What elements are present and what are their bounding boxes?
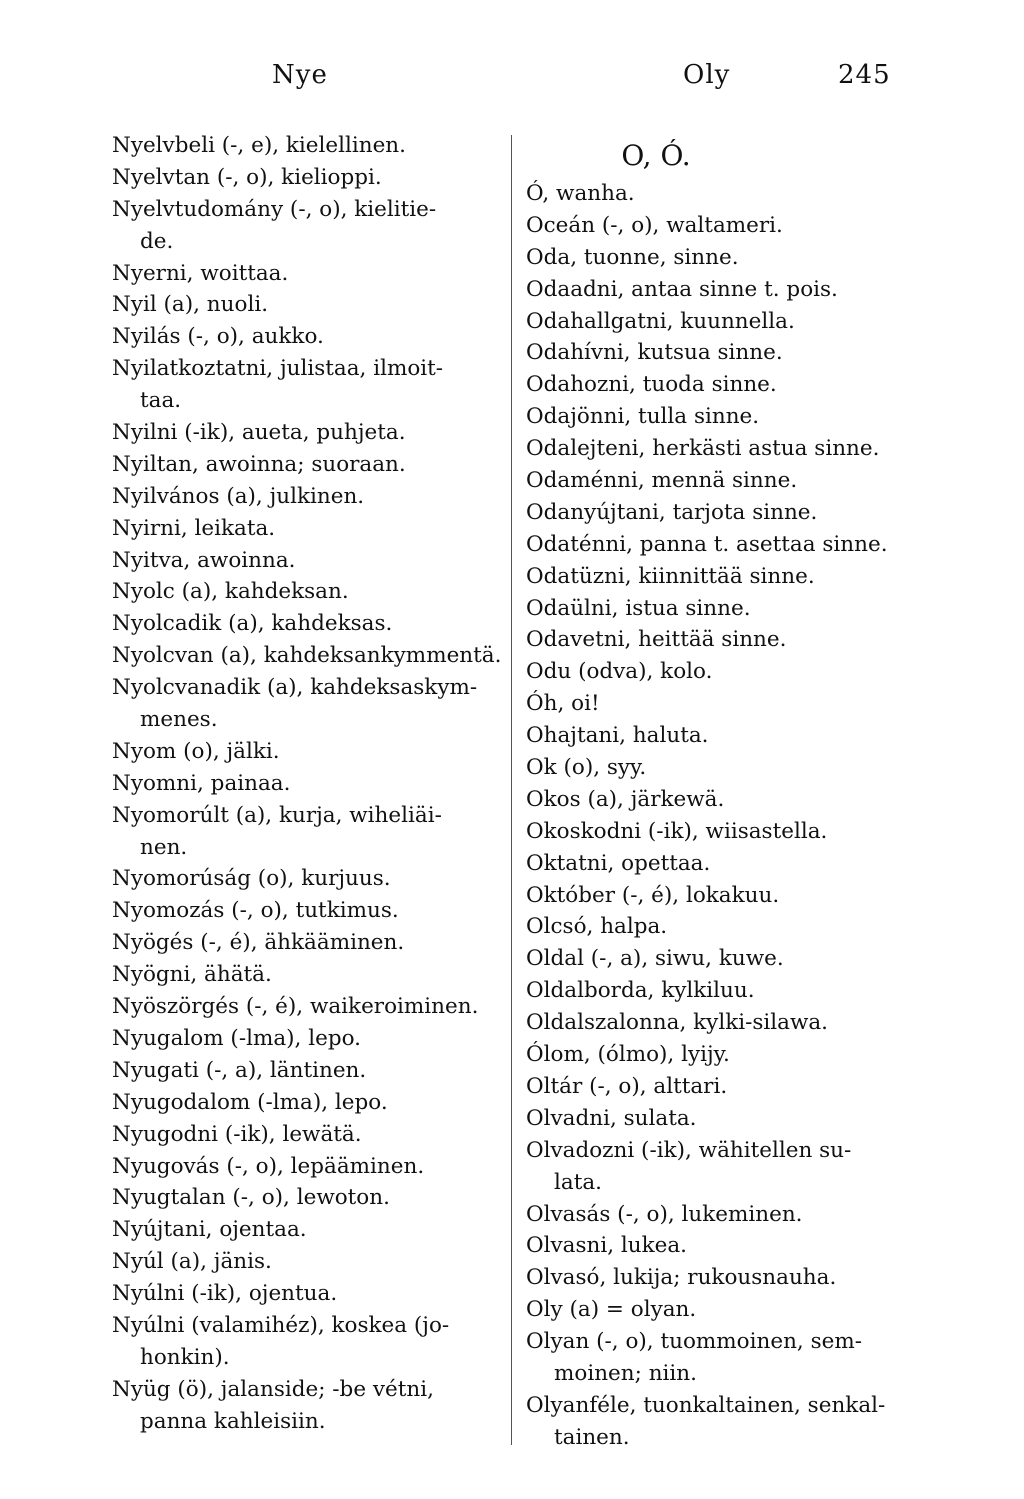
dictionary-entry: Nyújtani, ojentaa. — [112, 1217, 307, 1243]
entry-continuation: tainen. — [554, 1424, 630, 1450]
dictionary-entry: Ólom, (ólmo), lyijy. — [526, 1042, 730, 1068]
dictionary-entry: Oldalszalonna, kylki-silawa. — [526, 1010, 829, 1036]
dictionary-entry: Október (-, é), lokakuu. — [526, 882, 780, 908]
page-number: 245 — [838, 60, 891, 90]
dictionary-entry: Odahívni, kutsua sinne. — [526, 340, 783, 366]
dictionary-entry: Óh, oi! — [526, 691, 600, 717]
dictionary-entry: Olvasás (-, o), lukeminen. — [526, 1201, 803, 1227]
dictionary-entry: Nyilvános (a), julkinen. — [112, 483, 365, 509]
dictionary-entry: Nyilatkoztatni, julistaa, ilmoit- — [112, 356, 444, 382]
dictionary-entry: Nyilni (-ik), aueta, puhjeta. — [112, 420, 406, 446]
section-heading: O, Ó. — [621, 139, 691, 172]
dictionary-entry: Odalejteni, herkästi astua sinne. — [526, 436, 880, 462]
dictionary-entry: Olvasni, lukea. — [526, 1233, 688, 1259]
dictionary-entry: Oldalborda, kylkiluu. — [526, 978, 755, 1004]
dictionary-entry: Odaménni, mennä sinne. — [526, 468, 798, 494]
dictionary-entry: Oda, tuonne, sinne. — [526, 244, 739, 270]
dictionary-entry: Nyilás (-, o), aukko. — [112, 324, 324, 350]
dictionary-entry: Oltár (-, o), alttari. — [526, 1073, 728, 1099]
dictionary-entry: Nyúlni (valamihéz), koskea (jo- — [112, 1312, 450, 1338]
dictionary-entry: Nyögés (-, é), ähkääminen. — [112, 930, 405, 956]
dictionary-entry: Nyil (a), nuoli. — [112, 292, 269, 318]
dictionary-entry: Odatüzni, kiinnittää sinne. — [526, 563, 815, 589]
dictionary-entry: Ó, wanha. — [526, 181, 635, 206]
dictionary-entry: Odahozni, tuoda sinne. — [526, 372, 777, 398]
entry-continuation: lata. — [554, 1169, 602, 1195]
dictionary-entry: Oldal (-, a), siwu, kuwe. — [526, 946, 784, 972]
entry-continuation: panna kahleisiin. — [140, 1408, 326, 1434]
dictionary-entry: Nyugtalan (-, o), lewoton. — [112, 1185, 390, 1211]
dictionary-entry: Nyúlni (-ik), ojentua. — [112, 1281, 338, 1307]
running-header — [0, 60, 1024, 96]
dictionary-entry: Nyirni, leikata. — [112, 515, 276, 541]
dictionary-entry: Okos (a), järkewä. — [526, 786, 725, 812]
dictionary-entry: Oktatni, opettaa. — [526, 850, 711, 876]
dictionary-entry: Nyúl (a), jänis. — [112, 1249, 272, 1275]
dictionary-entry: Nyomni, painaa. — [112, 770, 291, 796]
dictionary-entry: Nyugodalom (-lma), lepo. — [112, 1089, 388, 1115]
entry-continuation: taa. — [140, 388, 182, 414]
dictionary-entry: Ok (o), syy. — [526, 755, 647, 781]
dictionary-entry: Nyitva, awoinna. — [112, 547, 296, 573]
entry-continuation: de. — [140, 228, 174, 254]
dictionary-entry: Nyom (o), jälki. — [112, 738, 280, 764]
dictionary-entry: Nyomozás (-, o), tutkimus. — [112, 898, 399, 924]
dictionary-entry: Olvadni, sulata. — [526, 1105, 697, 1131]
right-column — [526, 130, 926, 1454]
dictionary-entry: Odajönni, tulla sinne. — [526, 404, 760, 430]
dictionary-entry: Nyögni, ähätä. — [112, 962, 272, 988]
left-guide-word: Nye — [272, 60, 328, 90]
dictionary-entry: Odu (odva), kolo. — [526, 659, 713, 685]
dictionary-entry: Odavetni, heittää sinne. — [526, 627, 787, 653]
dictionary-entry: Nyolcadik (a), kahdeksas. — [112, 611, 393, 637]
dictionary-entry: Nyugovás (-, o), lepääminen. — [112, 1153, 425, 1179]
dictionary-entry: Nyelvtudomány (-, o), kielitie- — [112, 196, 437, 222]
dictionary-entry: Nyomorúság (o), kurjuus. — [112, 866, 391, 892]
dictionary-entry: Olyanféle, tuonkaltainen, senkal- — [526, 1392, 886, 1418]
dictionary-entry: Nyiltan, awoinna; suoraan. — [112, 451, 406, 477]
dictionary-entry: Nyomorúlt (a), kurja, wiheliäi- — [112, 802, 442, 828]
entry-continuation: moinen; niin. — [554, 1360, 697, 1386]
dictionary-entry: Olvasó, lukija; rukousnauha. — [526, 1265, 837, 1291]
dictionary-entry: Odanyújtani, tarjota sinne. — [526, 499, 818, 525]
dictionary-entry: Olcsó, halpa. — [526, 914, 668, 940]
dictionary-entry: Nyugodni (-ik), lewätä. — [112, 1121, 362, 1147]
entry-continuation: menes. — [140, 707, 218, 733]
right-guide-word: Oly — [683, 60, 731, 90]
dictionary-entry: Ohajtani, haluta. — [526, 723, 709, 749]
dictionary-entry: Nyolcvanadik (a), kahdeksaskym- — [112, 675, 478, 701]
dictionary-entry: Nyolc (a), kahdeksan. — [112, 579, 349, 605]
dictionary-entry: Olvadozni (-ik), wähitellen su- — [526, 1137, 852, 1163]
right-column-entries — [526, 178, 926, 1454]
dictionary-entry: Nyugati (-, a), läntinen. — [112, 1057, 367, 1083]
dictionary-entry: Okoskodni (-ik), wiisastella. — [526, 818, 828, 844]
dictionary-entry: Odaadni, antaa sinne t. pois. — [526, 276, 838, 302]
dictionary-entry: Nyugalom (-lma), lepo. — [112, 1025, 361, 1051]
dictionary-entry: Oceán (-, o), waltameri. — [526, 212, 783, 238]
left-column — [112, 130, 512, 1438]
dictionary-entry: Olyan (-, o), tuommoinen, sem- — [526, 1329, 862, 1355]
dictionary-entry: Nyelvbeli (-, e), kielellinen. — [112, 133, 406, 158]
dictionary-entry: Odahallgatni, kuunnella. — [526, 308, 795, 334]
entry-continuation: honkin). — [140, 1344, 230, 1370]
entry-continuation: nen. — [140, 834, 188, 860]
dictionary-entry: Nyüg (ö), jalanside; -be vétni, — [112, 1376, 434, 1402]
dictionary-entry: Odaténni, panna t. asettaa sinne. — [526, 531, 888, 557]
dictionary-entry: Nyelvtan (-, o), kielioppi. — [112, 164, 382, 190]
dictionary-entry: Nyerni, woittaa. — [112, 260, 289, 286]
dictionary-entry: Nyöszörgés (-, é), waikeroiminen. — [112, 994, 479, 1020]
dictionary-entry: Nyolcvan (a), kahdeksankymmentä. — [112, 643, 502, 669]
dictionary-entry: Oly (a) = olyan. — [526, 1297, 697, 1323]
dictionary-entry: Odaülni, istua sinne. — [526, 595, 751, 621]
